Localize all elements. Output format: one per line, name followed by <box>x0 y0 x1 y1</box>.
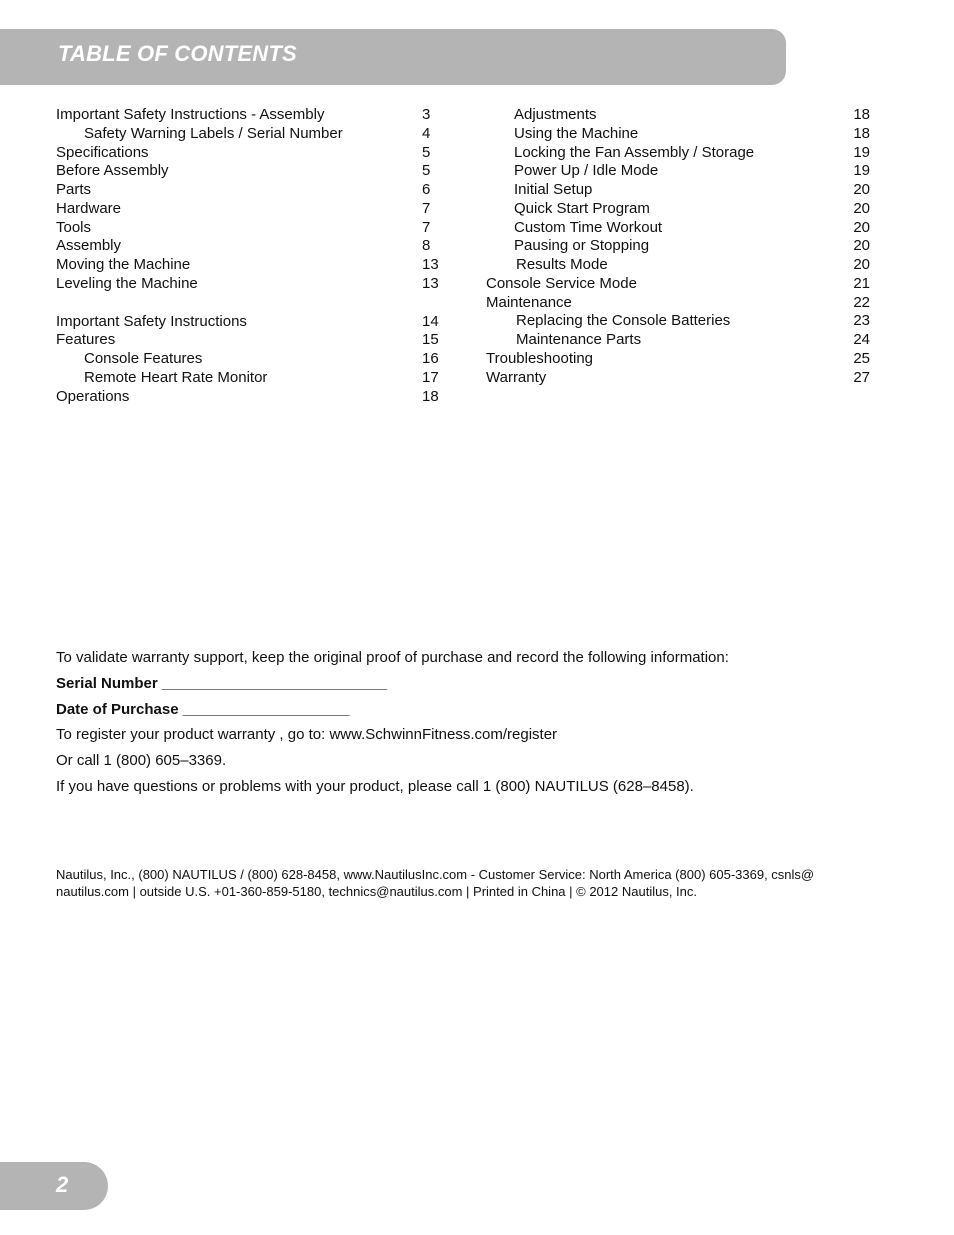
toc-entry-label: Locking the Fan Assembly / Storage <box>514 143 755 161</box>
toc-entry-page: 22 <box>853 293 870 311</box>
toc-entry-page: 17 <box>422 368 439 386</box>
toc-entry-label: Safety Warning Labels / Serial Number <box>84 124 343 142</box>
serial-number-field: Serial Number ___________________________ <box>56 674 388 692</box>
toc-entry[interactable] <box>56 144 446 163</box>
toc-entry-label: Tools <box>56 218 92 236</box>
page-title: TABLE OF CONTENTS <box>58 41 297 66</box>
call-text: Or call 1 (800) 605–3369. <box>56 752 227 770</box>
toc-entry[interactable] <box>56 106 446 125</box>
toc-entry[interactable] <box>486 256 876 275</box>
page-number-tab <box>0 1162 108 1210</box>
toc-entry-label: Assembly <box>56 237 122 255</box>
validate-text: To validate warranty support, keep the original proof of purchase and record the following information: <box>56 649 729 666</box>
footer-contact: Nautilus, Inc., (800) NAUTILUS / (800) 628-8458, www.NautilusInc.com - Customer Service: North America (800) 605-3369, csnls@ nautilus.com | outside U.S. +01-360-859-5180, technics@nautilus.com | Printed in China | © 2012 Nautilus, Inc. <box>56 867 815 899</box>
toc-entry[interactable] <box>486 181 876 200</box>
toc-entry-label: Console Features <box>84 350 203 367</box>
toc-entry[interactable] <box>56 200 446 219</box>
date-of-purchase-field: Date of Purchase ____________________ <box>56 700 350 718</box>
toc-entry-page: 23 <box>853 312 870 330</box>
toc-entry-page: 19 <box>853 162 870 180</box>
toc-entry[interactable] <box>56 181 446 200</box>
toc-entry-page: 4 <box>422 124 431 142</box>
toc-entry[interactable] <box>486 200 876 219</box>
toc-entry-page: 8 <box>422 237 431 255</box>
toc-entry[interactable] <box>56 256 446 275</box>
toc-entry[interactable] <box>56 162 446 181</box>
toc-entry-label: Remote Heart Rate Monitor <box>84 368 268 386</box>
toc-entry-label: Using the Machine <box>514 124 639 142</box>
questions-text: If you have questions or problems with your product, please call 1 (800) NAUTILUS (628–8458). <box>56 777 694 795</box>
toc-entry-page: 18 <box>853 106 870 123</box>
toc-entry-page: 5 <box>422 162 431 180</box>
toc-entry-page: 24 <box>853 331 870 348</box>
toc-entry[interactable] <box>486 144 876 163</box>
toc-entry-page: 14 <box>422 312 439 330</box>
toc-entry-label: Before Assembly <box>56 162 169 180</box>
toc-entry-page: 27 <box>853 368 870 386</box>
toc-entry-page: 6 <box>422 181 431 198</box>
toc-entry-page: 5 <box>422 143 431 161</box>
toc-entry-page: 19 <box>853 143 870 161</box>
page-number: 2 <box>56 1172 69 1197</box>
toc-entry-page: 20 <box>853 199 870 217</box>
toc-entry[interactable] <box>56 369 446 388</box>
toc-entry-page: 25 <box>853 349 870 367</box>
toc-entry-label: Maintenance <box>486 293 572 311</box>
toc-entry[interactable] <box>486 219 876 238</box>
toc-entry-page: 20 <box>853 218 870 236</box>
toc-entry-label: Results Mode <box>516 256 608 273</box>
toc-entry[interactable] <box>486 350 876 369</box>
toc-entry-page: 13 <box>422 256 439 273</box>
toc-entry-label: Initial Setup <box>514 181 593 198</box>
toc-entry[interactable] <box>56 125 446 144</box>
toc-entry-label: Operations <box>56 387 130 405</box>
toc-entry[interactable] <box>56 331 446 350</box>
toc-entry-page: 16 <box>422 350 439 367</box>
toc-entry[interactable] <box>56 219 446 238</box>
toc-entry-label: Moving the Machine <box>56 256 191 273</box>
toc-entry-page: 13 <box>422 274 439 292</box>
toc-entry-page: 20 <box>853 256 870 273</box>
toc-entry-label: Leveling the Machine <box>56 274 198 292</box>
toc-entry-page: 20 <box>853 181 870 198</box>
toc-entry-label: Important Safety Instructions <box>56 312 247 330</box>
toc-entry-page: 7 <box>422 199 431 217</box>
toc-entry-label: Specifications <box>56 143 149 161</box>
toc-entry[interactable] <box>486 237 876 256</box>
toc-entry-label: Features <box>56 331 116 349</box>
toc-right-column <box>486 106 876 387</box>
toc-entry[interactable] <box>56 388 446 407</box>
warranty-info <box>56 648 729 803</box>
toc-entry-label: Troubleshooting <box>486 349 594 367</box>
toc-entry-label: Console Service Mode <box>486 274 637 292</box>
toc-entry-page: 18 <box>422 387 439 405</box>
toc-entry-label: Warranty <box>486 368 547 386</box>
toc-entry-label: Power Up / Idle Mode <box>514 162 659 180</box>
toc-entry-label: Custom Time Workout <box>514 218 663 236</box>
toc-entry[interactable] <box>486 275 876 294</box>
toc-entry-label: Pausing or Stopping <box>514 237 650 255</box>
toc-entry-label: Hardware <box>56 199 122 217</box>
toc-entry-label: Replacing the Console Batteries <box>516 312 731 330</box>
toc-entry-label: Parts <box>56 181 92 198</box>
toc-entry[interactable] <box>56 275 446 294</box>
toc-entry[interactable] <box>56 313 446 332</box>
toc-entry-page: 15 <box>422 331 439 349</box>
toc-entry[interactable] <box>56 237 446 256</box>
toc-entry-label: Maintenance Parts <box>516 331 642 348</box>
toc-entry[interactable] <box>486 331 876 350</box>
toc-entry-label: Adjustments <box>514 106 597 123</box>
toc-entry[interactable] <box>486 369 876 388</box>
toc-left-column <box>56 106 446 406</box>
toc-entry[interactable] <box>486 106 876 125</box>
toc-entry-label: Important Safety Instructions - Assembly <box>56 106 325 123</box>
toc-entry[interactable] <box>486 312 876 331</box>
toc-entry[interactable] <box>486 125 876 144</box>
toc-entry-label: Quick Start Program <box>514 199 650 217</box>
header-band <box>0 29 786 85</box>
toc-entry[interactable] <box>486 294 876 313</box>
toc-entry[interactable] <box>56 350 446 369</box>
toc-entry-page: 18 <box>853 124 870 142</box>
register-text: To register your product warranty , go to: www.SchwinnFitness.com/register <box>56 726 558 744</box>
toc-entry-page: 20 <box>853 237 870 255</box>
toc-entry[interactable] <box>486 162 876 181</box>
toc-entry-page: 7 <box>422 218 431 236</box>
toc-entry-page: 21 <box>853 274 870 292</box>
toc-entry-page: 3 <box>422 106 431 123</box>
